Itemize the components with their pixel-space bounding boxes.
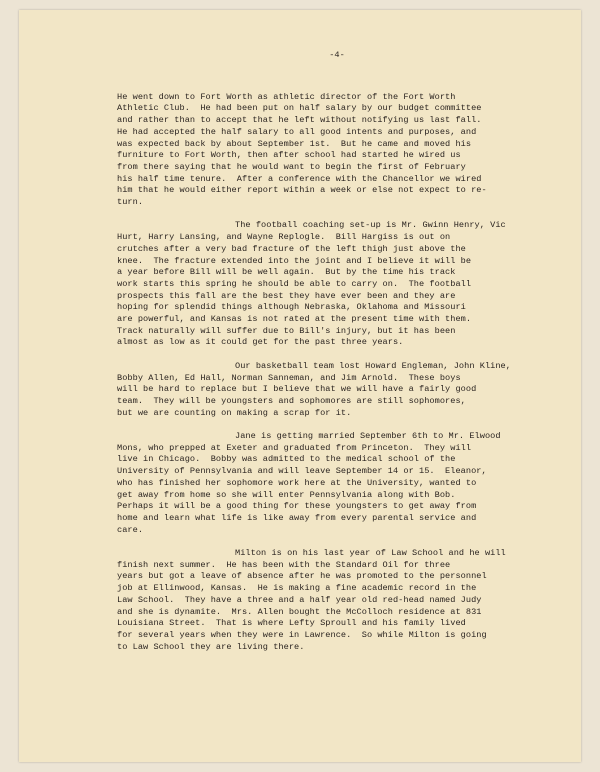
text-line: Hurt, Harry Lansing, and Wayne Replogle. Bill Hargiss is out on [117, 232, 451, 243]
text-line: turn. [117, 197, 144, 208]
text-line: home and learn what life is like away from every parental service and [117, 512, 477, 523]
text-line: was expected back by about September 1st. But he came and moved his [117, 138, 472, 149]
text-line: prospects this fall are the best they have ever been and they are [117, 290, 456, 301]
text-line: him that he would either report within a week or else not expect to re- [117, 185, 487, 196]
text-line: and she is dynamite. Mrs. Allen bought the McColloch residence at 831 [117, 606, 482, 617]
text-line: are powerful, and Kansas is not rated at the present time with them. [117, 314, 472, 325]
text-line: University of Pennsylvania and will leave September 14 or 15. Eleanor, [117, 466, 487, 477]
text-line: years but got a leave of absence after he was promoted to the personnel [117, 571, 487, 582]
text-line: Perhaps it will be a good thing for these youngsters to get away from [117, 501, 477, 512]
text-line: Our basketball team lost Howard Engleman, John Kline, [235, 360, 511, 371]
text-line: furniture to Fort Worth, then after school had started he wired us [117, 150, 461, 161]
text-line: live in Chicago. Bobby was admitted to the medical school of the [117, 454, 456, 465]
text-line: Bobby Allen, Ed Hall, Norman Sanneman, and Jim Arnold. These boys [117, 372, 461, 383]
document-page [19, 10, 581, 762]
text-line: The football coaching set-up is Mr. Gwinn Henry, Vic [235, 220, 506, 231]
text-line: crutches after a very bad fracture of the left thigh just above the [117, 243, 466, 254]
text-line: job at Ellinwood, Kansas. He is making a fine academic record in the [117, 583, 477, 594]
text-line: finish next summer. He has been with the Standard Oil for three [117, 559, 451, 570]
text-line: team. They will be youngsters and sophomores are still sophomores, [117, 395, 466, 406]
text-line: his half time tenure. After a conference with the Chancellor we wired [117, 173, 482, 184]
text-line: work starts this spring he should be able to carry on. The football [117, 278, 472, 289]
text-line: Mons, who prepped at Exeter and graduated from Princeton. They will [117, 442, 472, 453]
page-number: -4- [329, 50, 345, 60]
text-line: for several years when they were in Lawrence. So while Milton is going [117, 629, 487, 640]
paragraph [117, 361, 537, 420]
text-line: almost as low as it could get for the past three years. [117, 337, 404, 348]
text-line: and rather than to accept that he left without notifying us last fall. [117, 115, 482, 126]
text-line: Jane is getting married September 6th to Mr. Elwood [235, 431, 501, 442]
text-line: a year before Bill will be well again. But by the time his track [117, 267, 456, 278]
text-line: from there saying that he would want to begin the first of February [117, 161, 466, 172]
text-line: Athletic Club. He had been put on half salary by our budget committee [117, 103, 482, 114]
text-line: to Law School they are living there. [117, 641, 305, 652]
letter-body [117, 50, 537, 665]
text-line: who has finished her sophomore work here at the University, wanted to [117, 477, 477, 488]
text-line: will be hard to replace but I believe that we will have a fairly good [117, 384, 477, 395]
paragraph-list [117, 92, 537, 654]
text-line: Track naturally will suffer due to Bill's injury, but it has been [117, 325, 456, 336]
paragraph [117, 92, 537, 209]
text-line: hoping for splendid things although Nebraska, Oklahoma and Missouri [117, 302, 466, 313]
text-line: Milton is on his last year of Law School and he will [235, 548, 506, 559]
text-line: Louisiana Street. That is where Lefty Sproull and his family lived [117, 618, 466, 629]
text-line: He had accepted the half salary to all good intents and purposes, and [117, 126, 477, 137]
text-line: knee. The fracture extended into the joint and I believe it will be [117, 255, 472, 266]
text-line: Law School. They have a three and a half year old red-head named Judy [117, 594, 482, 605]
paragraph [117, 220, 537, 349]
text-line: He went down to Fort Worth as athletic director of the Fort Worth [117, 91, 456, 102]
text-line: care. [117, 524, 144, 535]
paragraph [117, 431, 537, 536]
text-line: get away from home so she will enter Pennsylvania along with Bob. [117, 489, 456, 500]
text-line: but we are counting on making a scrap for it. [117, 407, 352, 418]
paragraph [117, 548, 537, 653]
